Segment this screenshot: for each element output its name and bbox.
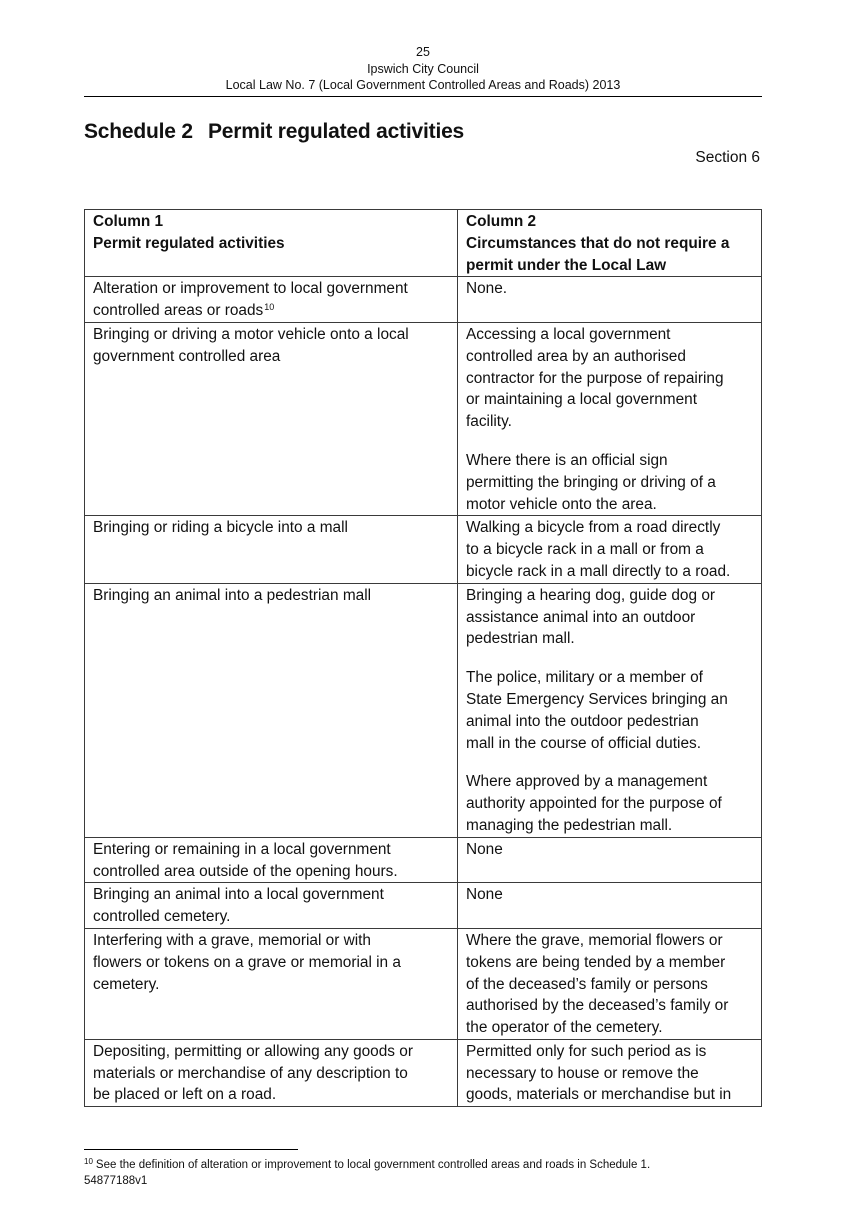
- text-line: Permit regulated activities: [93, 234, 285, 252]
- text-line: goods, materials or merchandise but in: [466, 1086, 732, 1104]
- text-line: materials or merchandise of any description to: [93, 1064, 408, 1082]
- activity-cell: [85, 322, 458, 515]
- circumstance-paragraph: [466, 278, 755, 300]
- circumstances-cell: [458, 516, 762, 583]
- text-line: to a bicycle rack in a mall or from a: [466, 541, 704, 559]
- schedule-heading: [84, 120, 464, 144]
- schedule-number: Schedule 2: [84, 120, 193, 143]
- text-line: controlled area outside of the opening hours.: [93, 862, 398, 880]
- text-line: permitting the bringing or driving of a: [466, 473, 716, 491]
- table-row: [85, 516, 762, 583]
- activity-cell: [85, 837, 458, 883]
- text-line: None: [466, 886, 503, 904]
- text-line: tokens are being tended by a member: [466, 953, 726, 971]
- circumstance-paragraph: [466, 667, 755, 754]
- text-line: permit under the Local Law: [466, 256, 667, 274]
- activity-cell: [85, 1039, 458, 1106]
- text-line: the operator of the cemetery.: [466, 1019, 663, 1037]
- circumstance-paragraph: [466, 771, 755, 836]
- table-header-row: [85, 210, 762, 277]
- circumstance-paragraph: [466, 324, 755, 433]
- text-line: Column 2: [466, 213, 537, 230]
- text-line: Circumstances that do not require a: [466, 234, 730, 252]
- text-line: Entering or remaining in a local government: [93, 840, 391, 858]
- circumstances-cell: [458, 1039, 762, 1106]
- text-line: Column 1: [93, 213, 164, 230]
- text-line: controlled cemetery.: [93, 908, 231, 926]
- text-line: controlled areas or roads: [93, 302, 264, 320]
- text-line: Where approved by a management: [466, 773, 708, 791]
- activity-cell: [85, 277, 458, 323]
- text-line: The police, military or a member of: [466, 669, 703, 687]
- text-line: State Emergency Services bringing an: [466, 690, 728, 708]
- text-line: Where the grave, memorial flowers or: [466, 931, 723, 949]
- circumstance-paragraph: [466, 517, 755, 582]
- circumstance-paragraph: [466, 839, 755, 861]
- schedule-title: Permit regulated activities: [208, 120, 465, 143]
- footnote-number: 10: [84, 1157, 93, 1166]
- table-row: [85, 277, 762, 323]
- footnote: [84, 1158, 650, 1189]
- text-line: Bringing a hearing dog, guide dog or: [466, 586, 716, 604]
- text-line: authorised by the deceased’s family or: [466, 997, 729, 1015]
- text-line: Walking a bicycle from a road directly: [466, 519, 721, 537]
- text-line: managing the pedestrian mall.: [466, 816, 673, 834]
- circumstances-cell: [458, 883, 762, 929]
- column-2-header: [458, 210, 762, 277]
- activity-cell: [85, 883, 458, 929]
- activity-cell: [85, 516, 458, 583]
- text-line: motor vehicle onto the area.: [466, 495, 657, 513]
- text-line: bicycle rack in a mall directly to a road.: [466, 562, 731, 580]
- header-divider: [84, 96, 762, 97]
- text-line: Bringing an animal into a local government: [93, 886, 384, 904]
- text-line: controlled area by an authorised: [466, 347, 686, 365]
- circumstances-cell: [458, 322, 762, 515]
- law-title: Local Law No. 7 (Local Government Controlled Areas and Roads) 2013: [225, 78, 621, 92]
- activity-cell: [85, 928, 458, 1039]
- document-id: 54877188v1: [84, 1174, 148, 1187]
- text-line: mall in the course of official duties.: [466, 734, 701, 752]
- text-line: Bringing or riding a bicycle into a mall: [93, 519, 348, 537]
- column-1-header: [85, 210, 458, 277]
- footnote-divider: [84, 1149, 298, 1150]
- table-row: [85, 322, 762, 515]
- circumstances-cell: [458, 277, 762, 323]
- circumstance-paragraph: [466, 884, 755, 906]
- table-row: [85, 583, 762, 837]
- circumstances-cell: [458, 837, 762, 883]
- text-line: authority appointed for the purpose of: [466, 795, 722, 813]
- page-number: 25: [416, 45, 430, 59]
- section-reference: Section 6: [695, 149, 760, 166]
- text-line: Accessing a local government: [466, 325, 671, 343]
- circumstances-cell: [458, 928, 762, 1039]
- council-name: Ipswich City Council: [367, 61, 479, 76]
- footnote-reference: 10: [264, 302, 275, 313]
- text-line-with-ref: [93, 300, 451, 322]
- text-line: Depositing, permitting or allowing any goods or: [93, 1042, 413, 1060]
- footnote-line: [84, 1158, 650, 1174]
- permit-table: [84, 209, 762, 1107]
- circumstance-paragraph: [466, 585, 755, 650]
- text-line: facility.: [466, 413, 512, 431]
- text-line: of the deceased’s family or persons: [466, 975, 708, 993]
- text-line: animal into the outdoor pedestrian: [466, 712, 699, 730]
- table-row: [85, 928, 762, 1039]
- footnote-text: See the definition of alteration or improvement to local government controlled areas and roads in Schedule 1.: [95, 1159, 651, 1171]
- table-row: [85, 883, 762, 929]
- table-row: [85, 1039, 762, 1106]
- circumstance-paragraph: [466, 930, 755, 1039]
- text-line: pedestrian mall.: [466, 630, 575, 648]
- text-line: Interfering with a grave, memorial or with: [93, 931, 371, 949]
- circumstance-paragraph: [466, 1041, 755, 1106]
- text-line: flowers or tokens on a grave or memorial in a: [93, 953, 401, 971]
- text-line: cemetery.: [93, 975, 160, 993]
- text-line: Where there is an official sign: [466, 451, 668, 469]
- text-line: assistance animal into an outdoor: [466, 608, 696, 626]
- text-line: government controlled area: [93, 347, 281, 365]
- text-line: be placed or left on a road.: [93, 1086, 277, 1104]
- page-header: [84, 44, 762, 94]
- text-line: contractor for the purpose of repairing: [466, 369, 724, 387]
- text-line: or maintaining a local government: [466, 391, 697, 409]
- text-line: Alteration or improvement to local government: [93, 280, 408, 298]
- text-line: Bringing an animal into a pedestrian mall: [93, 586, 372, 604]
- circumstances-cell: [458, 583, 762, 837]
- activity-cell: [85, 583, 458, 837]
- text-line: necessary to house or remove the: [466, 1064, 699, 1082]
- text-line: Permitted only for such period as is: [466, 1042, 707, 1060]
- text-line: None.: [466, 280, 508, 298]
- text-line: None: [466, 840, 503, 858]
- table-row: [85, 837, 762, 883]
- circumstance-paragraph: [466, 450, 755, 515]
- text-line: Bringing or driving a motor vehicle onto a local: [93, 325, 409, 343]
